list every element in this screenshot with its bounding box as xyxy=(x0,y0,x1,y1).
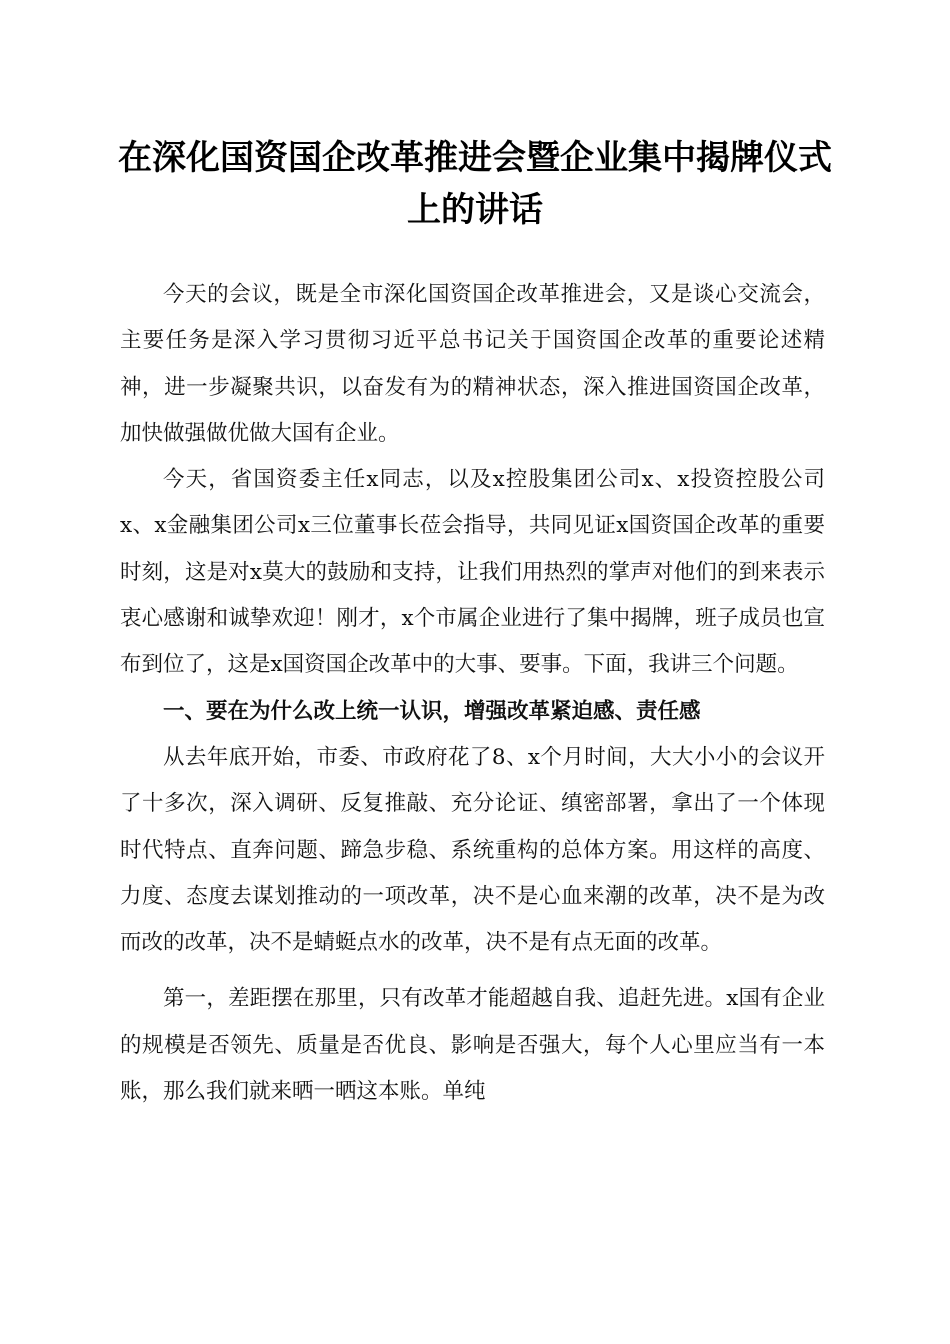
paragraph-guests: 今天，省国资委主任x同志，以及x控股集团公司x、x投资控股公司x、x金融集团公司x三位董事长莅会指导，共同见证x国资国企改革的重要时刻，这是对x莫大的鼓励和支持，让我们用热烈的掌声对他们的到来表示衷心感谢和诚挚欢迎！刚才，x个市属企业进行了集中揭牌，班子成员也宣布到位了，这是x国资国企改革中的大事、要事。下面，我讲三个问题。 xyxy=(120,467,825,678)
paragraph-first-point: 第一，差距摆在那里，只有改革才能超越自我、追赶先进。x国有企业的规模是否领先、质量是否优良、影响是否强大，每个人心里应当有一本账，那么我们就来晒一晒这本账。单纯 xyxy=(120,986,825,1105)
paragraph-reform-plan: 从去年底开始，市委、市政府花了8、x个月时间，大大小小的会议开了十多次，深入调研、反复推敲、充分论证、缜密部署，拿出了一个体现时代特点、直奔问题、蹄急步稳、系统重构的总体方案。用这样的高度、力度、态度去谋划推动的一项改革，决不是心血来潮的改革，决不是为改而改的改革，决不是蜻蜓点水的改革，决不是有点无面的改革。 xyxy=(120,744,825,956)
document-body xyxy=(120,272,825,1115)
document-title: 在深化国资国企改革推进会暨企业集中揭牌仪式上的讲话 xyxy=(118,138,832,230)
section-heading-1: 一、要在为什么改上统一认识，增强改革紧迫感、责任感 xyxy=(163,698,701,724)
paragraph-opening: 今天的会议，既是全市深化国资国企改革推进会，又是谈心交流会，主要任务是深入学习贯彻习近平总书记关于国资国企改革的重要论述精神，进一步凝聚共识，以奋发有为的精神状态，深入推进国资国企改革，加快做强做优做大国有企业。 xyxy=(120,282,825,446)
